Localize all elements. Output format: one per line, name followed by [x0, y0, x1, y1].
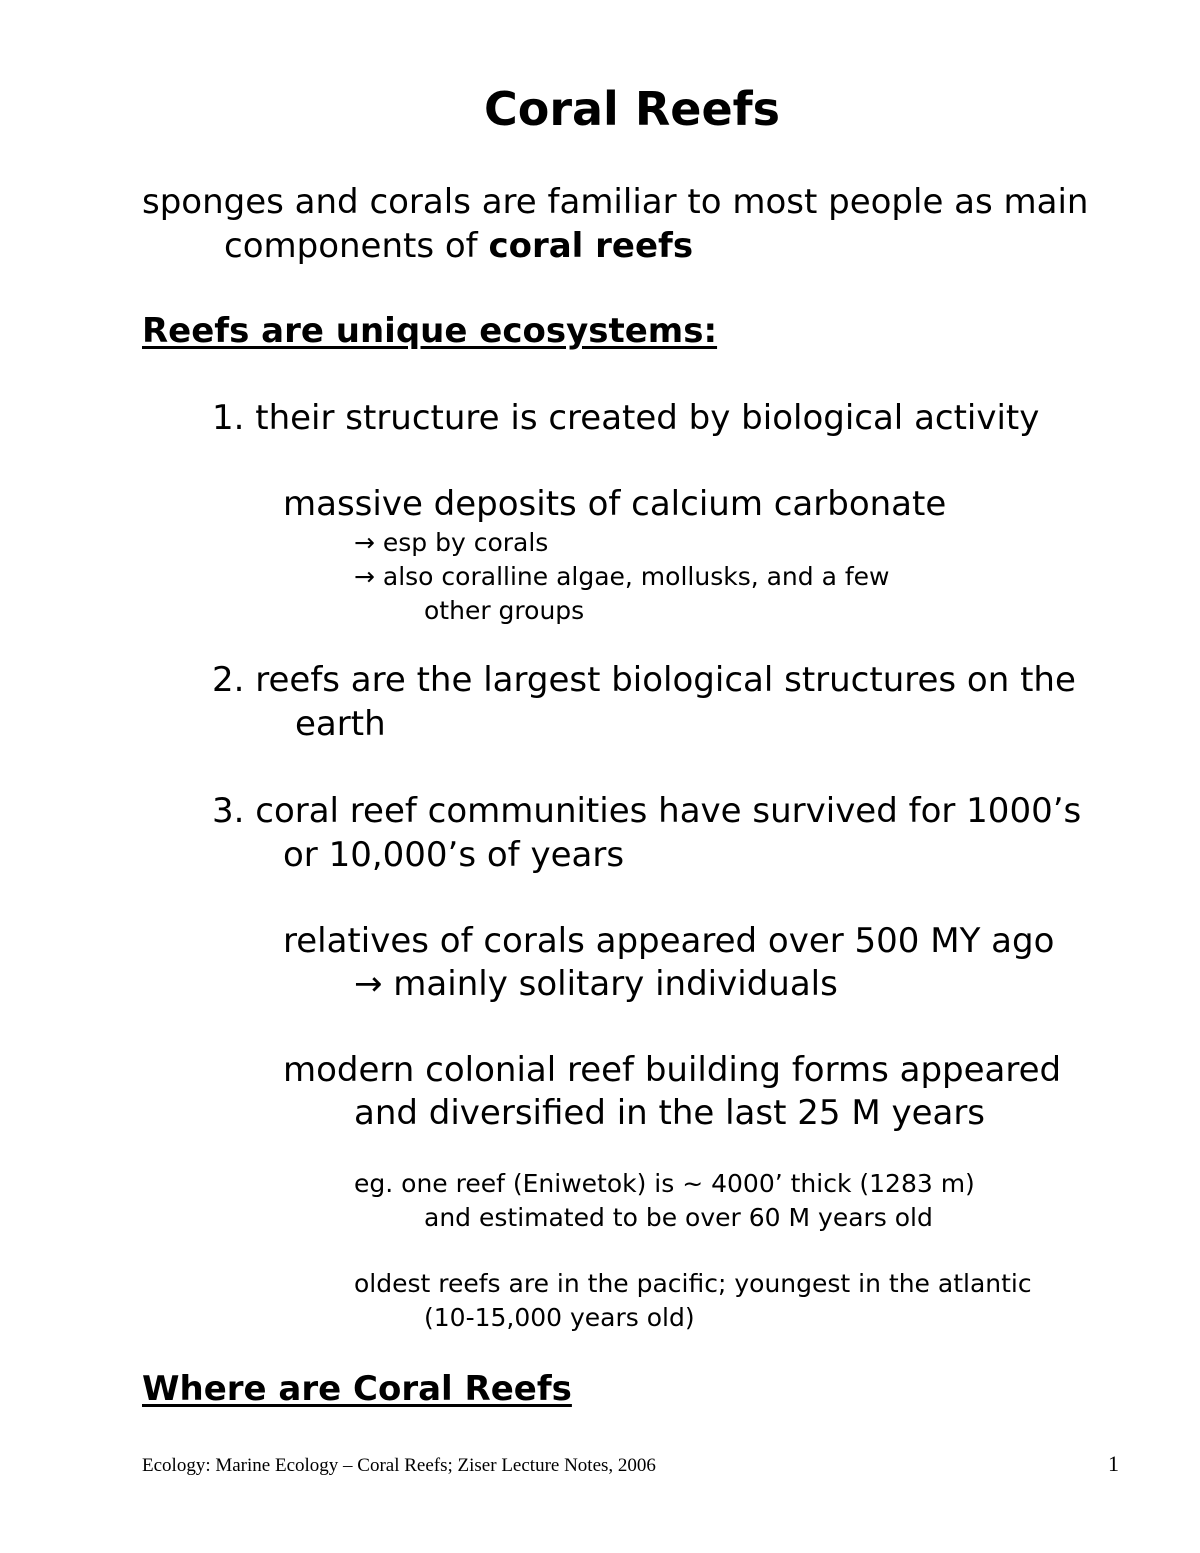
example-line-2: and estimated to be over 60 M years old [424, 1203, 933, 1232]
oldest-line-1: oldest reefs are in the pacific; youngest in the atlantic [354, 1269, 1032, 1298]
example-line-1: eg. one reef (Eniwetok) is ~ 4000’ thick (1283 m) [354, 1169, 975, 1198]
intro-line-1: sponges and corals are familiar to most people as main [142, 182, 1089, 222]
oldest-line-2: (10-15,000 years old) [424, 1303, 695, 1332]
heading-where-coral-reefs: Where are Coral Reefs [142, 1369, 572, 1409]
relatives-line-1: relatives of corals appeared over 500 MY ago [283, 921, 1055, 961]
item-1-arrow-2-cont: other groups [424, 596, 585, 625]
modern-line-1: modern colonial reef building forms appeared [283, 1050, 1062, 1090]
item-2-line-2: earth [295, 704, 386, 744]
footer-text: Ecology: Marine Ecology – Coral Reefs; Ziser Lecture Notes, 2006 [142, 1455, 656, 1476]
modern-line-2: and diversified in the last 25 M years [354, 1093, 986, 1133]
item-3-line-1: 3. coral reef communities have survived for 1000’s [212, 791, 1082, 831]
item-1-arrow-2: → also coralline algae, mollusks, and a few [354, 562, 890, 591]
item-3-line-2: or 10,000’s of years [283, 835, 625, 875]
intro-line-2-prefix: components of [224, 226, 489, 266]
heading-reefs-unique: Reefs are unique ecosystems: [142, 311, 718, 351]
item-1: 1. their structure is created by biological activity [212, 398, 1040, 438]
intro-line-2 [224, 226, 693, 266]
page-number: 1 [1108, 1451, 1119, 1476]
intro-line-2-bold: coral reefs [488, 226, 694, 266]
item-2-line-1: 2. reefs are the largest biological structures on the [212, 660, 1076, 700]
item-1-sub: massive deposits of calcium carbonate [283, 484, 947, 524]
relatives-line-2: → mainly solitary individuals [354, 964, 838, 1004]
page-title: Coral Reefs [483, 82, 781, 136]
item-1-arrow-1: → esp by corals [354, 528, 549, 557]
